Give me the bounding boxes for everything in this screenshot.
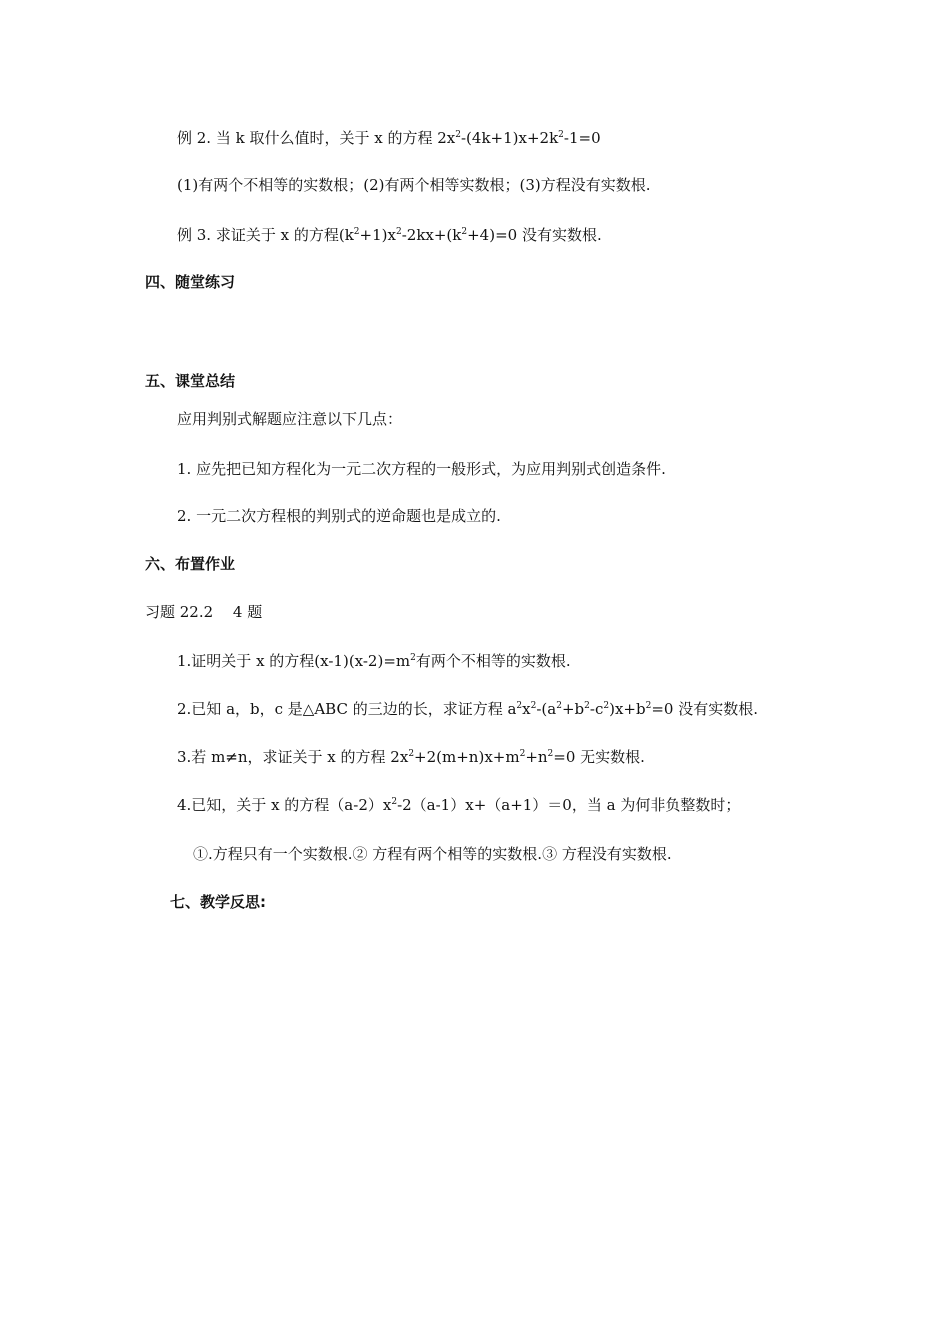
summary-intro: 应用判别式解题应注意以下几点： bbox=[177, 410, 403, 428]
example-3-question: 例 3. 求证关于 x 的方程$(k^2+1)x^2-2kx+(k^2+4)=0$ 没有实数根. bbox=[177, 226, 602, 244]
homework-4-options: ①.方程只有一个实数根.② 方程有两个相等的实数根.③ 方程没有实数根. bbox=[193, 845, 672, 863]
section-5-heading: 五、课堂总结 bbox=[145, 372, 236, 390]
homework-3: 3.若 m≠n，求证关于 x 的方程 $2x^2+2(m+n)x+m^2+n^2=0$ 无实数根. bbox=[177, 748, 645, 766]
example-2-question: 例 2. 当 k 取什么值时，关于 x 的方程 $2x^2-(4k+1)x+2k^2-1=0$ bbox=[177, 129, 601, 147]
summary-point-1: 1. 应先把已知方程化为一元二次方程的一般形式，为应用判别式创造条件. bbox=[177, 460, 666, 478]
homework-2: 2.已知 a，b，c 是△ABC 的三边的长，求证方程 $a^2x^2-(a^2+b^2-c^2)x+b^2=0$ 没有实数根. bbox=[177, 700, 758, 718]
example-2-parts: (1)有两个不相等的实数根；(2)有两个相等实数根；(3)方程没有实数根. bbox=[177, 176, 651, 194]
section-4-heading: 四、随堂练习 bbox=[145, 273, 236, 291]
homework-1: 1.证明关于 x 的方程$(x-1)(x-2)=m^2$有两个不相等的实数根. bbox=[177, 652, 571, 670]
homework-4: 4.已知，关于 x 的方程$(a-2)x^2-2(a-1)x+(a+1)=0$，当 a 为何非负整数时； bbox=[177, 796, 741, 814]
section-6-heading: 六、布置作业 bbox=[145, 555, 236, 573]
exercise-reference: 习题 22.2 4 题 bbox=[145, 603, 263, 621]
summary-point-2: 2. 一元二次方程根的判别式的逆命题也是成立的. bbox=[177, 507, 501, 525]
section-7-heading: 七、教学反思: bbox=[170, 893, 266, 911]
